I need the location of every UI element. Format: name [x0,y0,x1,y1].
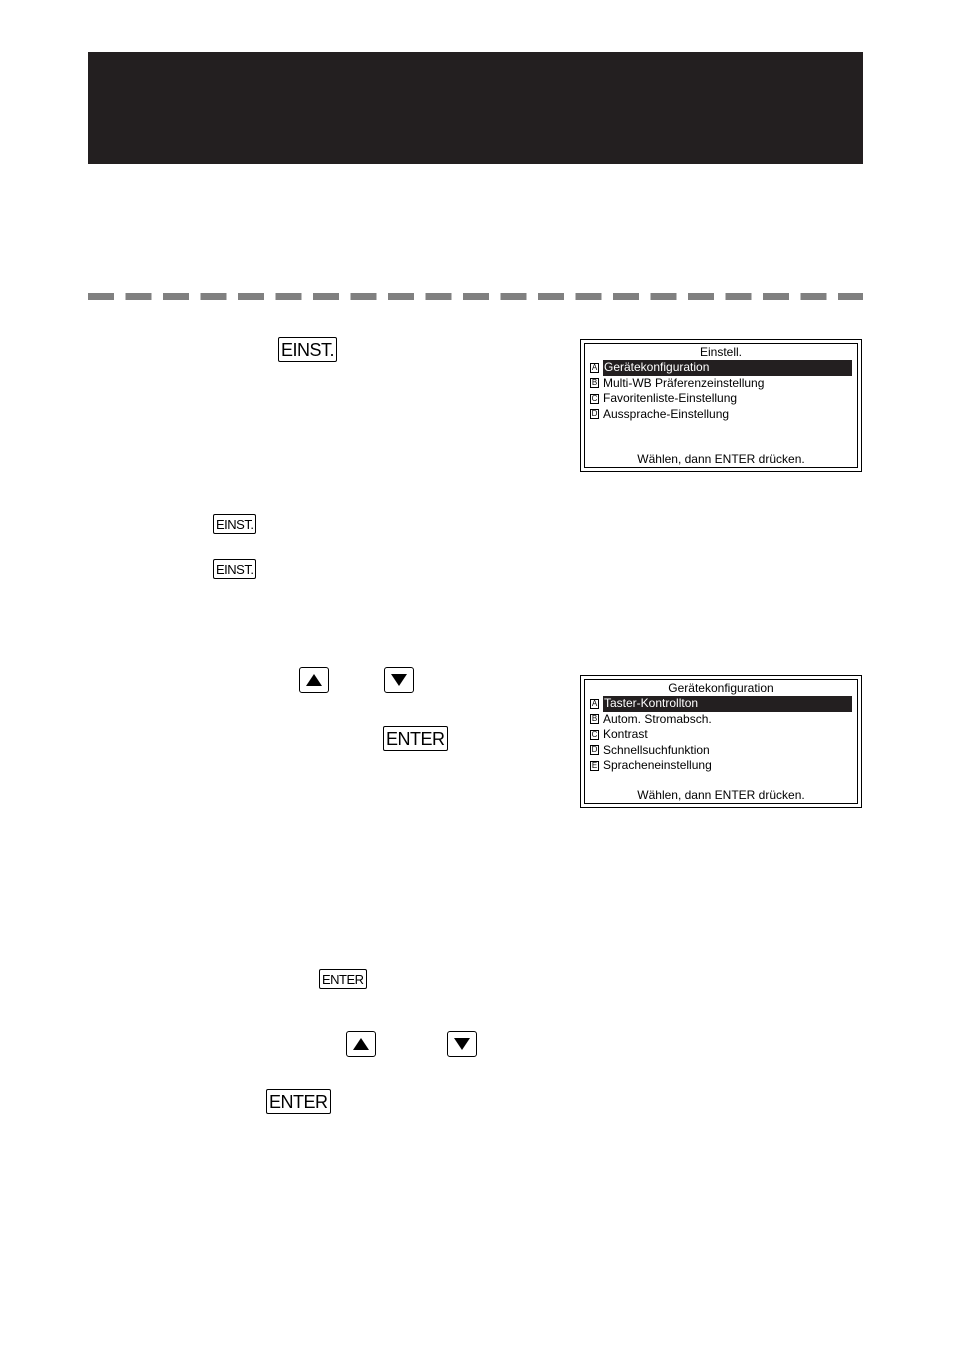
menu-item-label: Spracheneinstellung [603,758,712,772]
down-arrow-key-1 [384,667,414,693]
menu-letter-box: C [591,393,598,403]
menu-letter-box: D [591,409,598,419]
einst-key-label: EINST. [216,516,254,532]
lcd-title: Einstell. [699,345,743,359]
einst-key-small-1 [213,514,256,534]
lcd-menu-item [585,758,852,774]
enter-key-label: ENTER [322,971,364,987]
up-arrow-key-1 [299,667,329,693]
menu-letter-box: A [591,698,598,708]
menu-item-label: Autom. Stromabsch. [603,711,712,726]
einst-key-label: EINST. [216,561,254,577]
einst-key-large [278,337,337,362]
menu-item-label: Taster-Kontrollton [603,696,852,712]
up-arrow-icon [305,673,323,687]
lcd-screen-settings [580,339,862,472]
lcd-screen-inner [584,679,858,804]
menu-letter-box: C [591,729,598,739]
lcd-menu-item [585,391,852,407]
lcd-menu-item [585,743,852,759]
lcd-footer: Wählen, dann ENTER drücken. [637,788,805,802]
menu-letter-box: B [591,714,598,724]
down-arrow-icon [453,1037,471,1051]
lcd-menu-list [585,696,857,774]
menu-item-label: Favoritenliste-Einstellung [603,391,738,405]
menu-letter-box: E [591,760,598,770]
down-arrow-icon [390,673,408,687]
enter-key-large-2 [266,1089,331,1114]
up-arrow-key-2 [346,1031,376,1057]
menu-item-label: Gerätekonfiguration [603,360,852,376]
einst-key-small-2 [213,559,256,579]
menu-letter-box: A [591,362,598,372]
enter-key-label: ENTER [386,728,445,749]
menu-letter-box: D [591,745,598,755]
menu-item-label: Kontrast [603,727,648,741]
down-arrow-key-2 [447,1031,477,1057]
header-bar [88,52,863,164]
lcd-menu-list [585,360,857,422]
lcd-menu-item [585,712,852,728]
menu-letter-box: B [591,378,598,388]
menu-item-label: Schnellsuchfunktion [603,742,710,757]
lcd-screen-device-config [580,675,862,808]
einst-key-label: EINST. [281,339,335,360]
enter-key-small [319,969,367,989]
menu-item-label: Aussprache-Einstellung [603,406,730,421]
lcd-menu-item [585,407,852,423]
menu-item-label: Multi-WB Präferenzeinstellung [603,375,765,390]
lcd-menu-item [585,727,852,743]
enter-key-large-1 [383,726,448,751]
dashed-divider [88,293,863,300]
lcd-footer: Wählen, dann ENTER drücken. [637,452,805,466]
lcd-menu-item [585,696,852,712]
lcd-menu-item [585,360,852,376]
lcd-title: Gerätekonfiguration [668,681,774,695]
lcd-screen-inner [584,343,858,468]
enter-key-label: ENTER [269,1091,328,1112]
up-arrow-icon [352,1037,370,1051]
lcd-menu-item [585,376,852,392]
